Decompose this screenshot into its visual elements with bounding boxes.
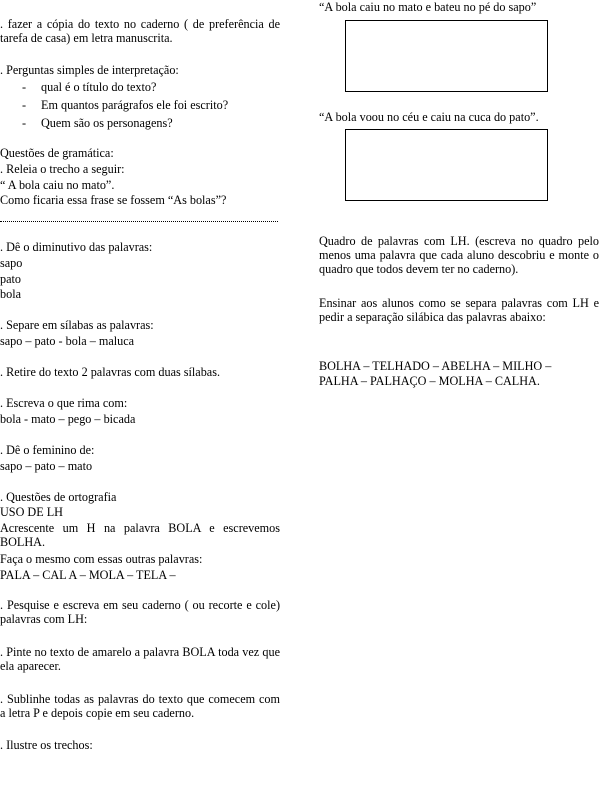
feminine-title: . Dê o feminino de: (0, 443, 95, 457)
orthography-subtitle: USO DE LH (0, 505, 63, 519)
drawing-box-2[interactable] (345, 129, 548, 201)
syllables-title: . Separe em sílabas as palavras: (0, 318, 154, 332)
quote-2: “A bola voou no céu e caiu na cuca do pato”. (319, 110, 539, 124)
copy-task-text: . fazer a cópia do texto no caderno ( de preferência de tarefa de casa) em letra manuscrita. (0, 17, 280, 45)
lh-words-line: BOLHA – TELHADO – ABELHA – MILHO – (319, 359, 552, 373)
rhyme-title: . Escreva o que rima com: (0, 396, 128, 410)
rhyme-words: bola - mato – pego – bicada (0, 412, 136, 426)
diminutive-title: . Dê o diminutivo das palavras: (0, 240, 153, 254)
syllables-words: sapo – pato - bola – maluca (0, 334, 135, 348)
remove-words-task: . Retire do texto 2 palavras com duas sílabas. (0, 365, 220, 379)
grammar-line: “ A bola caiu no mato”. (0, 178, 115, 192)
diminutive-word: bola (0, 287, 21, 301)
paint-task: . Pinte no texto de amarelo a palavra BOLA toda vez que ela aparecer. (0, 645, 280, 673)
orthography-title: . Questões de ortografia (0, 490, 117, 504)
diminutive-word: pato (0, 272, 21, 286)
research-task: . Pesquise e escreva em seu caderno ( ou recorte e cole) palavras com LH: (0, 598, 280, 626)
illustrate-task: . Ilustre os trechos: (0, 738, 93, 752)
drawing-box-1[interactable] (345, 20, 548, 92)
grammar-line: Como ficaria essa frase se fossem “As bolas”? (0, 193, 227, 207)
quote-1: “A bola caiu no mato e bateu no pé do sapo” (319, 0, 537, 14)
diminutive-word: sapo (0, 256, 23, 270)
grammar-line: . Releia o trecho a seguir: (0, 162, 125, 176)
orthography-words: PALA – CAL A – MOLA – TELA – (0, 568, 176, 582)
teaching-instructions: Ensinar aos alunos como se separa palavras com LH e pedir a separação silábica das palavras abaixo: (319, 296, 599, 324)
interpretation-title: . Perguntas simples de interpretação: (0, 63, 179, 77)
underline-task: . Sublinhe todas as palavras do texto que comecem com a letra P e depois copie em seu caderno. (0, 692, 280, 720)
lh-table-instructions: Quadro de palavras com LH. (escreva no quadro pelo menos uma palavra que cada aluno descobriu e monte o quadro que todos devem ter no caderno). (319, 234, 599, 276)
lh-words-line: PALHA – PALHAÇO – MOLHA – CALHA. (319, 374, 540, 388)
grammar-title: Questões de gramática: (0, 146, 114, 160)
feminine-words: sapo – pato – mato (0, 459, 93, 473)
dotted-divider (0, 221, 278, 222)
orthography-text: Faça o mesmo com essas outras palavras: (0, 552, 203, 566)
orthography-text: Acrescente um H na palavra BOLA e escrevemos BOLHA. (0, 521, 280, 549)
